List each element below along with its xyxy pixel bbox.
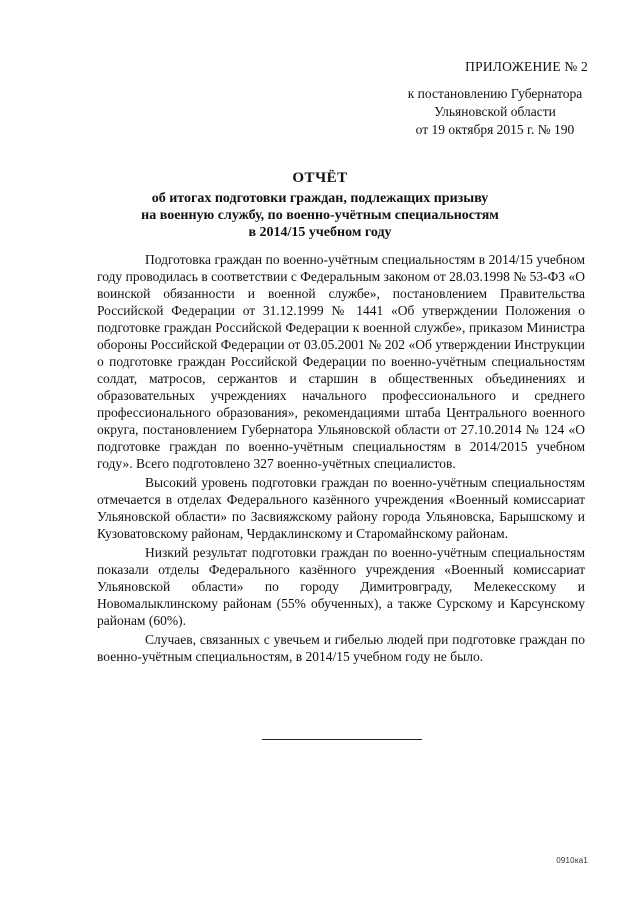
report-subtitle-line: в 2014/15 учебном году [248, 225, 392, 240]
closing-rule [262, 739, 422, 740]
paragraph-low-result: Низкий результат подготовки граждан по военно-учётным специальностям показали отделы Федерального казённого учреждения «Военный комиссариат Ульяновской области» по городу Димитровграду, Мелекесскому и Новомалыклинскому районам (55% обученных), а также Сурскому и Карсунскому районам (60%). [97, 545, 585, 628]
appendix-line: от 19 октября 2015 г. № 190 [415, 122, 575, 137]
report-heading [96, 170, 544, 241]
report-body [97, 251, 585, 667]
report-subtitle-line: об итогах подготовки граждан, подлежащих призыву [151, 191, 489, 206]
appendix-title: ПРИЛОЖЕНИЕ № 2 [465, 59, 588, 74]
paragraph-incidents: Случаев, связанных с увечьем и гибелью людей при подготовке граждан по военно-учётным специальностям, в 2014/15 учебном году не было. [97, 632, 585, 664]
report-title: ОТЧЁТ [292, 170, 348, 186]
paragraph-high-level: Высокий уровень подготовки граждан по военно-учётным специальностям отмечается в отделах Федерального казённого учреждения «Военный комиссариат Ульяновской области» по Засвияжскому району города Ульяновска, Барышскому и Кузоватовскому районам, Чердаклинскому и Старомайнскому районам. [97, 475, 585, 541]
document-code: 0910ка1 [556, 856, 588, 865]
report-subtitle-line: на военную службу, по военно-учётным специальностям [141, 208, 499, 223]
appendix-block [360, 58, 600, 139]
appendix-line: к постановлению Губернатора [407, 86, 583, 101]
paragraph-legal-basis: Подготовка граждан по военно-учётным специальностям в 2014/15 учебном году проводилась в соответствии с Федеральным законом от 28.03.1998 № 53-ФЗ «О воинской обязанности и военной службе», постановлением Правительства Российской Федерации от 31.12.1999 № 1441 «Об утверждении Положения о подготовке граждан Российской Федерации к военной службе», приказом Министра обороны Российской Федерации от 03.05.2001 № 202 «Об утверждении Инструкции о подготовке граждан Российской Федерации по военно-учётным специальностям солдат, матросов, сержантов и старшин в общественных объединениях и образовательных учреждениях начального профессионального и среднего профессионального образования», рекомендациями штаба Центрального военного округа, постановлением Губернатора Ульяновской области от 27.10.2014 № 124 «О подготовке граждан по военно-учётным специальностям в 2014/2015 учебном году». Всего подготовлено 327 военно-учётных специалистов. [97, 252, 585, 471]
appendix-line: Ульяновской области [434, 104, 556, 119]
